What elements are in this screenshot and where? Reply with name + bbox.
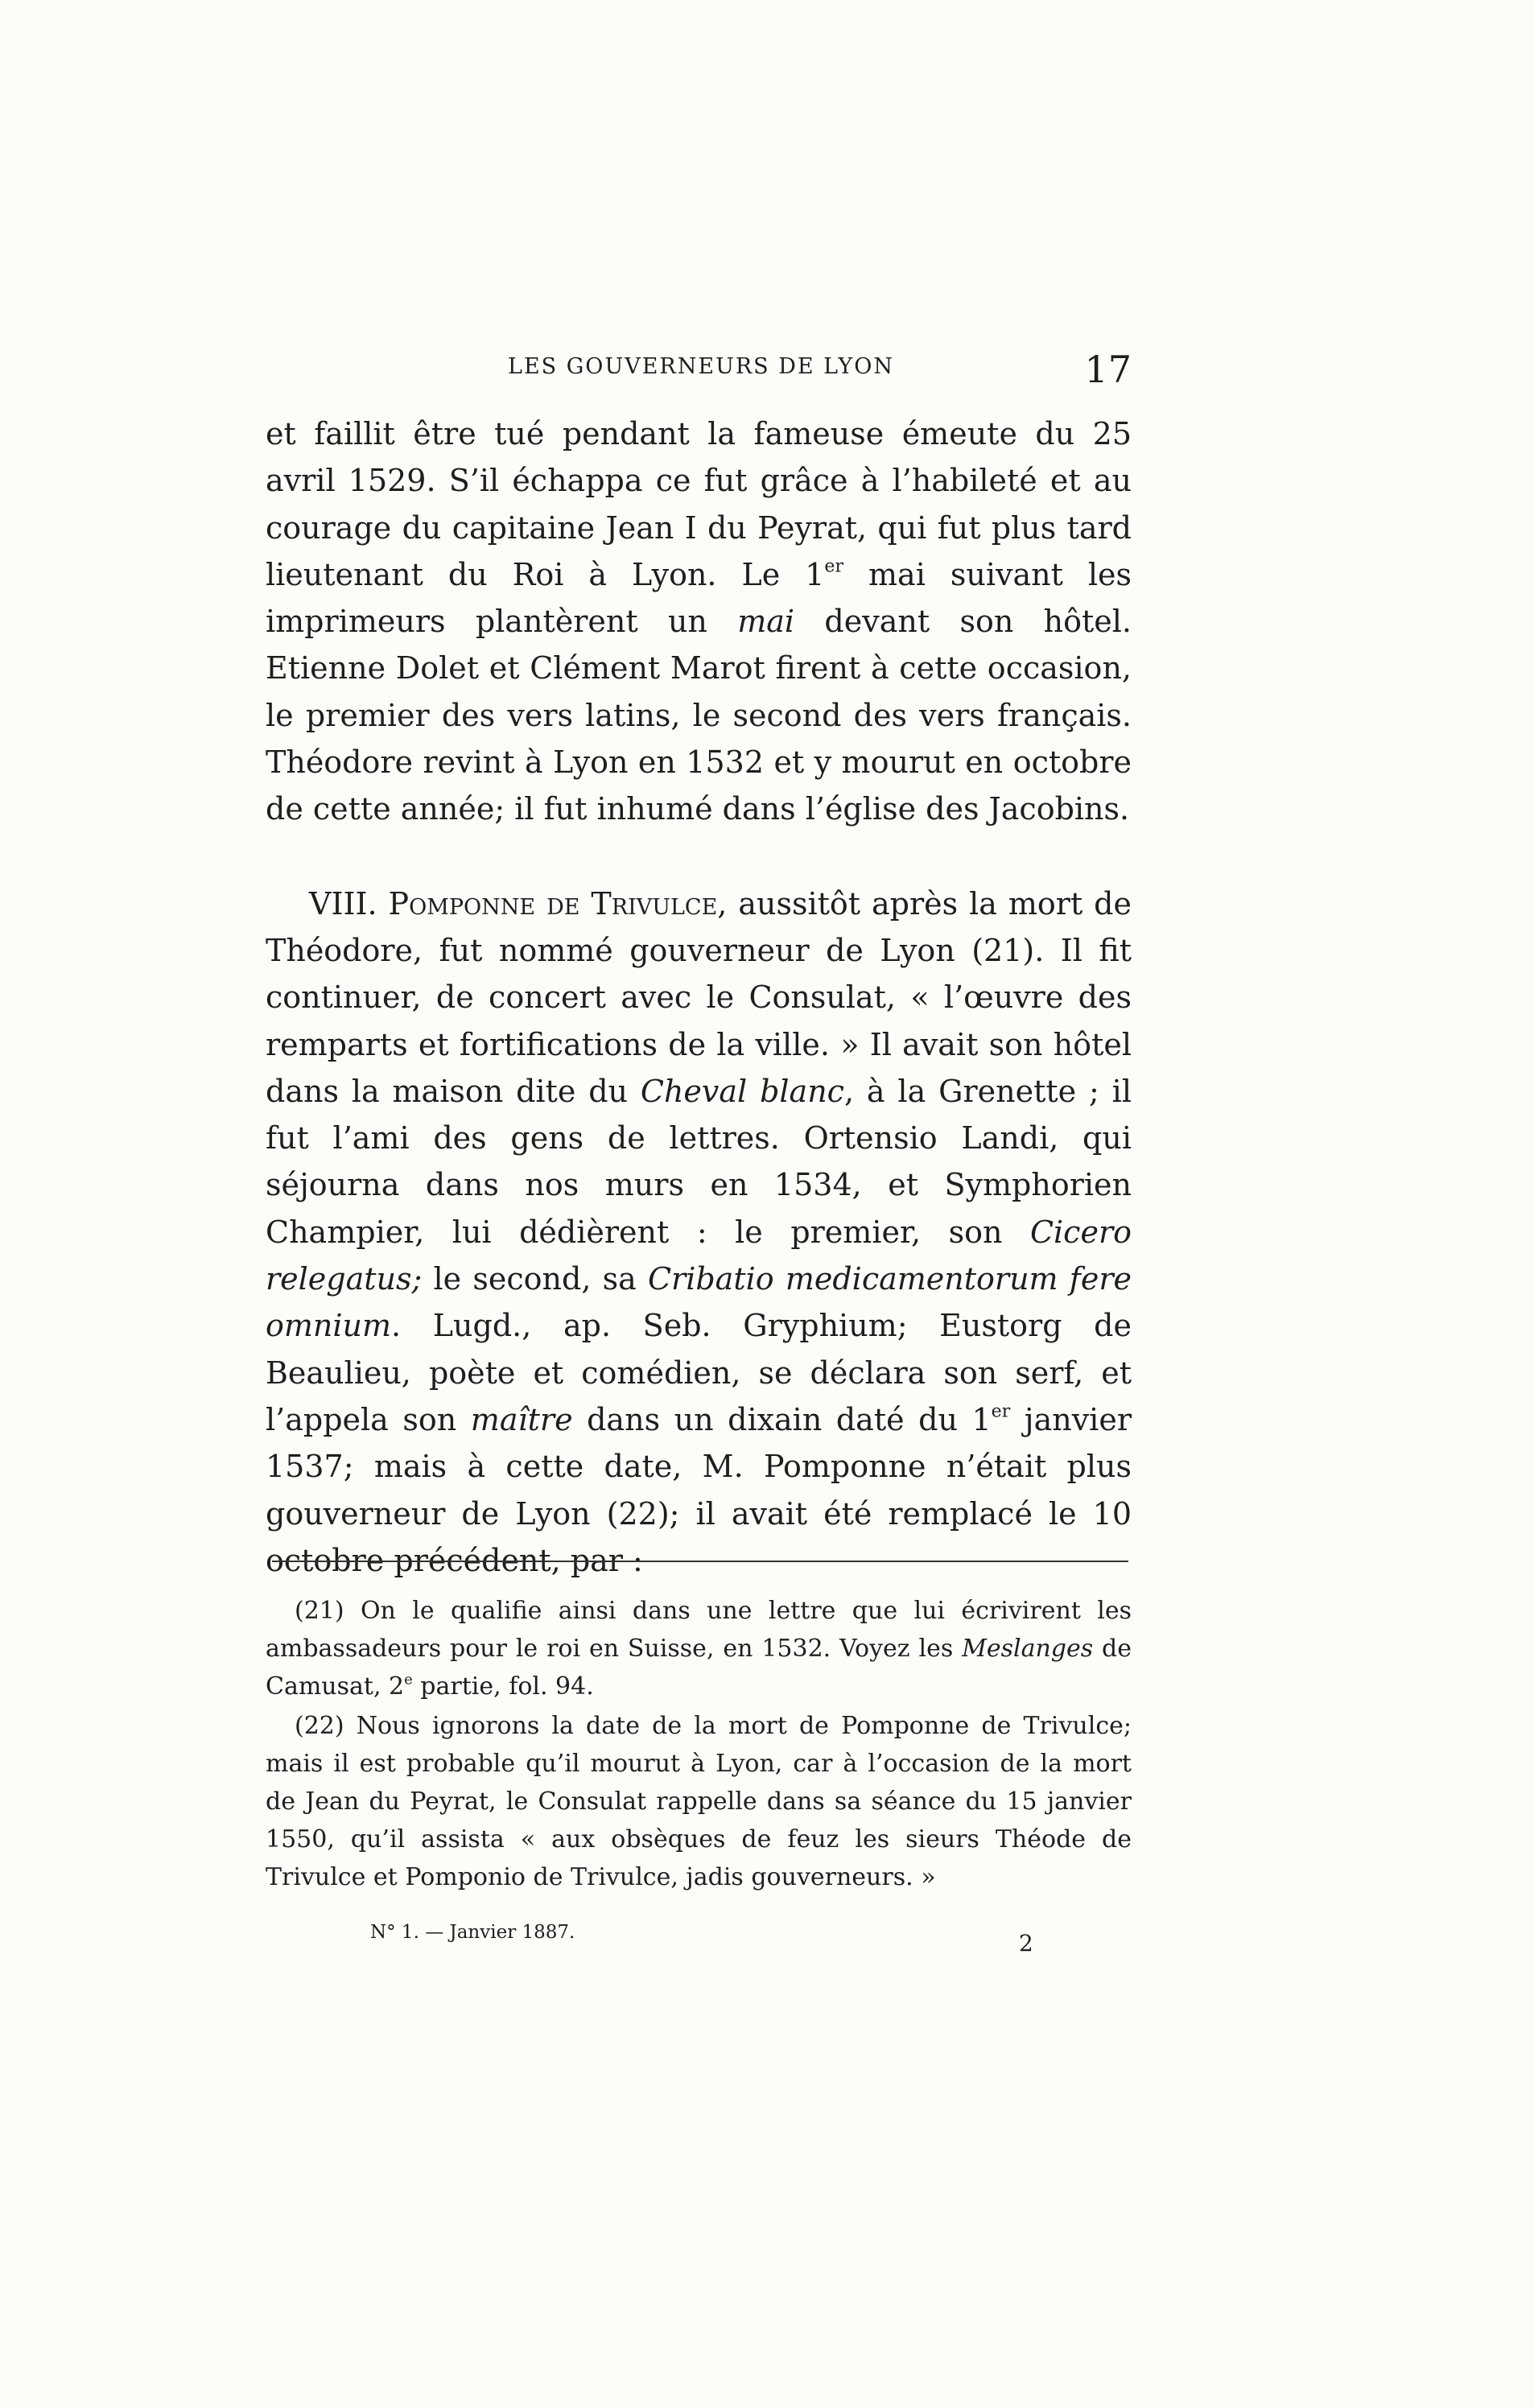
running-head: [270, 348, 1132, 404]
footnotes: [266, 1592, 1132, 1896]
running-head-title: LES GOUVERNEURS DE LYON: [508, 354, 894, 379]
para2-text-d: . Lugd., ap. Seb. Gryphium; Eustorg de Beaulieu, poète et comédien, se déclara son serf, et l’appela son: [266, 1308, 1132, 1437]
footnote-22: [266, 1707, 1132, 1896]
signature-line: N° 1. — Janvier 1887.: [370, 1922, 575, 1943]
page-number: 17: [1084, 348, 1132, 391]
para2-text-a: aussitôt après la mort de Théodore, fut nommé gouverneur de Lyon (21). Il fit continuer, de concert avec le Consulat, « l’œuvre des remparts et fortifications de la ville. » Il avait son hôtel dans la maison dite du: [266, 885, 1132, 1109]
para1-superscript: er: [824, 556, 843, 577]
footnote-21-text-c: partie, fol. 94.: [412, 1672, 594, 1701]
para2-italic-maitre: maître: [470, 1401, 573, 1437]
para1-text-c: devant son hôtel. Etienne Dolet et Clément Marot firent à cette occasion, le premier des vers latins, le second des vers français. Théodore revint à Lyon en 1532 et y mourut en octobre de cette année; il fut inhumé dans l’église des Jacobins.: [266, 604, 1132, 827]
footnote-21-superscript: e: [404, 1671, 413, 1688]
para1-italic-mai: mai: [737, 604, 795, 640]
footnote-21-text-b: de Camusat, 2: [266, 1635, 1132, 1701]
footnote-rule: [272, 1561, 1128, 1562]
paragraph-2: [266, 880, 1132, 1584]
signature-number: 2: [1019, 1930, 1033, 1956]
para2-name: Pomponne de Trivulce,: [388, 885, 728, 922]
para1-text-b: mai suivant les imprimeurs plantèrent un: [266, 556, 1132, 640]
footnote-21: [266, 1592, 1132, 1705]
para2-superscript: er: [991, 1401, 1011, 1422]
para2-text-e: dans un dixain daté du 1: [572, 1401, 992, 1437]
para2-text-b: , à la Grenette ; il fut l’ami des gens de lettres. Ortensio Landi, qui séjourna dans nos murs en 1534, et Symphorien Champier, lui dédièrent : le premier, son: [266, 1073, 1132, 1250]
para2-italic-cribatio: Cribatio medicamentorum fere omnium: [266, 1261, 1132, 1344]
body-text: [266, 410, 1132, 1584]
para2-text-c: le second, sa: [422, 1261, 648, 1297]
paragraph-1: [266, 410, 1132, 833]
footnote-22-text: (22) Nous ignorons la date de la mort de Pomponne de Trivulce; mais il est probable qu’il mourut à Lyon, car à l’occasion de la mort de Jean du Peyrat, le Consulat rappelle dans sa séance du 15 janvier 1550, qu’il assista « aux obsèques de feuz les sieurs Théode de Trivulce et Pomponio de Trivulce, jadis gouverneurs. »: [266, 1712, 1132, 1891]
footnote-21-text-a: (21) On le qualifie ainsi dans une lettre que lui écrivirent les ambassadeurs pour le roi en Suisse, en 1532. Voyez les: [266, 1597, 1132, 1663]
para1-text-a: et faillit être tué pendant la fameuse émeute du 25 avril 1529. S’il échappa ce fut grâce à l’habileté et au courage du capitaine Jean I du Peyrat, qui fut plus tard lieutenant du Roi à Lyon. Le 1: [266, 416, 1132, 592]
para2-text-f: janvier 1537; mais à cette date, M. Pomponne n’était plus gouverneur de Lyon (22); il avait été remplacé le 10 octobre précédent, par :: [266, 1401, 1132, 1578]
footnote-21-italic: Meslanges: [962, 1635, 1094, 1663]
para2-italic-cheval-blanc: Cheval blanc: [640, 1073, 844, 1109]
para2-lead: VIII.: [309, 885, 389, 922]
para2-italic-cicero: Cicero relegatus;: [266, 1214, 1132, 1297]
